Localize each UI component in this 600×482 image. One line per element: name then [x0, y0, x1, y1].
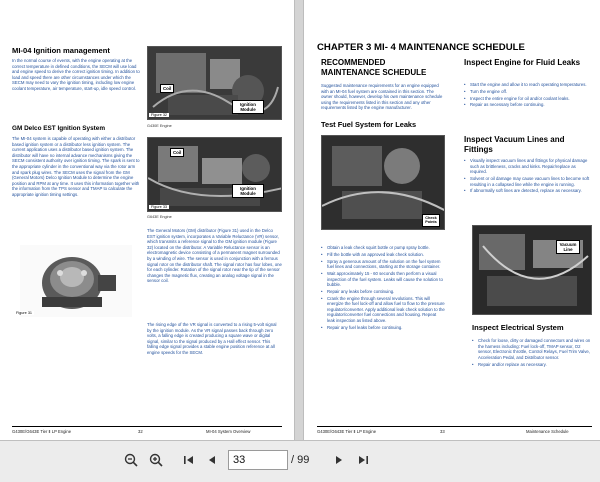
elec-item-2: • Repair and/or replace as necessary. [472, 362, 594, 368]
vacuum-item-1: • Visually inspect vacuum lines and fittings for physical damage such as brittleness, cracks and kinks. Repair/replace as required. [464, 158, 592, 175]
first-page-button[interactable] [178, 449, 200, 471]
footer-right-title: G430E/G643E Tier Ⅱ LP Engine [317, 429, 377, 434]
figure-32-label: Figure 32 [151, 113, 168, 117]
last-page-button[interactable] [352, 449, 374, 471]
ignition-intro: In the normal course of events, with the engine operating at the correct temperature in defined conditions, the SECM will use load and engine speed to derive the correct ignition timing. In addition to load and speed there are other circumstances under which the SECM may need to vary the ignition timing, including low engine coolant temperature, air temperature, start-up, idle speed control. [12, 58, 140, 91]
fuel-item-4: • Wait approximately 15 - 60 seconds then perform a visual inspection of the fuel system. Leaks will cause the solution to bubble. [321, 271, 445, 288]
figure-33-label: Figure 33 [151, 205, 168, 209]
fuel-leaks-list [321, 245, 445, 332]
page-32 [0, 0, 295, 440]
fluid-leaks-heading: Inspect Engine for Fluid Leaks [464, 58, 581, 67]
zoom-in-button[interactable] [145, 449, 167, 471]
recommended-body: Suggested maintenance requirements for an engine equipped with an MI-04 fuel system are contained in this section. The owner should, however, develop his own maintenance schedule using the requirements listed in this section and any other requirements listed by the engine manufacturer. [321, 83, 443, 111]
electrical-heading: Inspect Electrical System [472, 323, 564, 332]
zoom-out-icon [124, 453, 138, 467]
footer-rule-left [12, 426, 282, 427]
fuel-leaks-heading: Test Fuel System for Leaks [321, 120, 417, 129]
vacuum-heading: Inspect Vacuum Lines and Fittings [464, 135, 565, 154]
electrical-list [472, 338, 594, 368]
ignition-module-label-32: Ignition Module [232, 100, 264, 114]
footer-left-title: G430E/G643E Tier Ⅱ LP Engine [12, 429, 72, 434]
fluid-item-1: • Start the engine and allow it to reach operating temperatures. [464, 82, 592, 88]
coil-label-32: Coil [160, 84, 174, 93]
figure-33-caption: G643E Engine [147, 215, 172, 219]
footer-rule-right [317, 426, 592, 427]
figure-32-caption: G430E Engine [147, 124, 172, 128]
fuel-item-7: • Repair any fuel leaks before continuing. [321, 325, 445, 331]
footer-left-section: MI-04 System Overview [206, 429, 251, 434]
fuel-item-2: • Fill the bottle with an approved leak check solution. [321, 252, 445, 258]
page-number-input[interactable]: 33 [228, 450, 288, 470]
vacuum-line-image [472, 225, 592, 315]
footer-right-section: Maintenance Schedule [526, 429, 569, 434]
distributor-illustration [20, 245, 132, 317]
fuel-item-1: • Obtain a leak check squirt bottle or pump spray bottle. [321, 245, 445, 251]
figure-31-label: Figure 31 [16, 311, 33, 315]
vacuum-line-label: Vacuum Line [556, 240, 580, 254]
last-page-icon [357, 454, 369, 466]
vacuum-item-2: • Solvent or oil damage may cause vacuum lines to become soft resulting in a collapsed line while the engine is running. [464, 176, 592, 187]
first-page-icon [183, 454, 195, 466]
fluid-item-3: • Inspect the entire engine for oil and/or coolant leaks. [464, 96, 592, 102]
fluid-leaks-list [464, 82, 592, 109]
fluid-item-4: • Repair as necessary before continuing. [464, 102, 592, 108]
ignition-module-label-33: Ignition Module [232, 184, 264, 198]
recommended-heading: RECOMMENDED MAINTENANCE SCHEDULE [321, 58, 427, 77]
figure-31-image [20, 245, 132, 317]
figure-33-image [147, 137, 282, 212]
delco-subheading: GM Delco EST Ignition System [12, 125, 106, 132]
coil-label-33: Coil [170, 148, 184, 157]
vacuum-list [464, 158, 592, 195]
next-page-icon [333, 454, 345, 466]
elec-item-1: • Check for loose, dirty or damaged connectors and wires on the harness including: Fuel lock-off, TMAP sensor, O2 sensor, Electronic throttle, Control Relays, Fuel Trim Valve, Acceleration Pedal, and Distributor sensor. [472, 338, 594, 360]
footer-right-page: 33 [440, 429, 445, 434]
ignition-heading: MI-04 Ignition management [12, 46, 110, 55]
delco-body-1: The MI-04 system is capable of operating with either a distributor based ignition system or a distributor less ignition system. The current application uses a distributor based ignition system. The distributor will have no internal advance mechanisms giving the SECM consistent authority over ignition timing. The spark is sent to the appropriate cylinder in the conventional way via the rotor arm and spark plug wires. The SECM uses the signal from the GM (General Motors) Delco Ignition Module to determine the engine position and RPM at any time. It uses this information together with the information from the TPS sensor and TMAP to calculate the appropriate ignition timing settings. [12, 136, 140, 197]
viewer-toolbar [0, 440, 600, 482]
prev-page-button[interactable] [201, 449, 223, 471]
fuel-item-3: • Spray a generous amount of the solution on the fuel system fuel lines and connections, starting at the storage container. [321, 259, 445, 270]
chapter-title: CHAPTER 3 MI- 4 MAINTENANCE SCHEDULE [317, 42, 525, 53]
zoom-in-icon [149, 453, 163, 467]
zoom-out-button[interactable] [120, 449, 142, 471]
distributor-body-3: The rising edge of the VR signal is converted to a rising 5-volt signal by the ignition module. As the VR signal passes back through zero volts, a falling edge is created producing a square wave or digital signal, similar to the signal produced by a Hall effect sensor. This falling edge signal provides a stable engine position reference at all engine speeds for the SECM. [147, 322, 277, 355]
page-total: / 99 [291, 454, 310, 466]
next-page-button[interactable] [328, 449, 350, 471]
prev-page-icon [206, 454, 218, 466]
distributor-body-2: The General Motors (GM) distributor (Figure 31) used in the Delco EST ignition system, incorporates a Variable Reluctance (VR) sensor, which transmits a reference signal to the GM ignition module (Figure 32) located on the distributor. A Variable Reluctance sensor is an electromagnetic device consisting of a permanent magnet surrounded by a winding of wire. The sensor is used in conjunction with a ferrous signal rotor on the distributor shaft. The signal rotor has four lobes, one for each cylinder. Rotation of the signal rotor near the tip of the sensor changes the magnetic flux, creating an analog voltage signal in the sensor coil. [147, 228, 282, 284]
vacuum-item-3: • If abnormally soft lines are detected, replace as necessary. [464, 188, 592, 194]
fuel-item-5: • Repair any leaks before continuing. [321, 289, 445, 295]
page-33 [303, 0, 600, 440]
check-points-label: Check Points [422, 214, 440, 227]
footer-left-page: 32 [138, 429, 143, 434]
engine-photo-33 [148, 138, 282, 212]
fluid-item-2: • Turn the engine off. [464, 89, 592, 95]
fuel-item-6: • Crank the engine through several revolutions. This will energize the fuel lock-off and allow fuel to flow to the pressure regulator/converter. Apply additional leak check solution to the regulator/converter fuel connections and housing. Repeat leak inspection as listed above. [321, 296, 445, 324]
